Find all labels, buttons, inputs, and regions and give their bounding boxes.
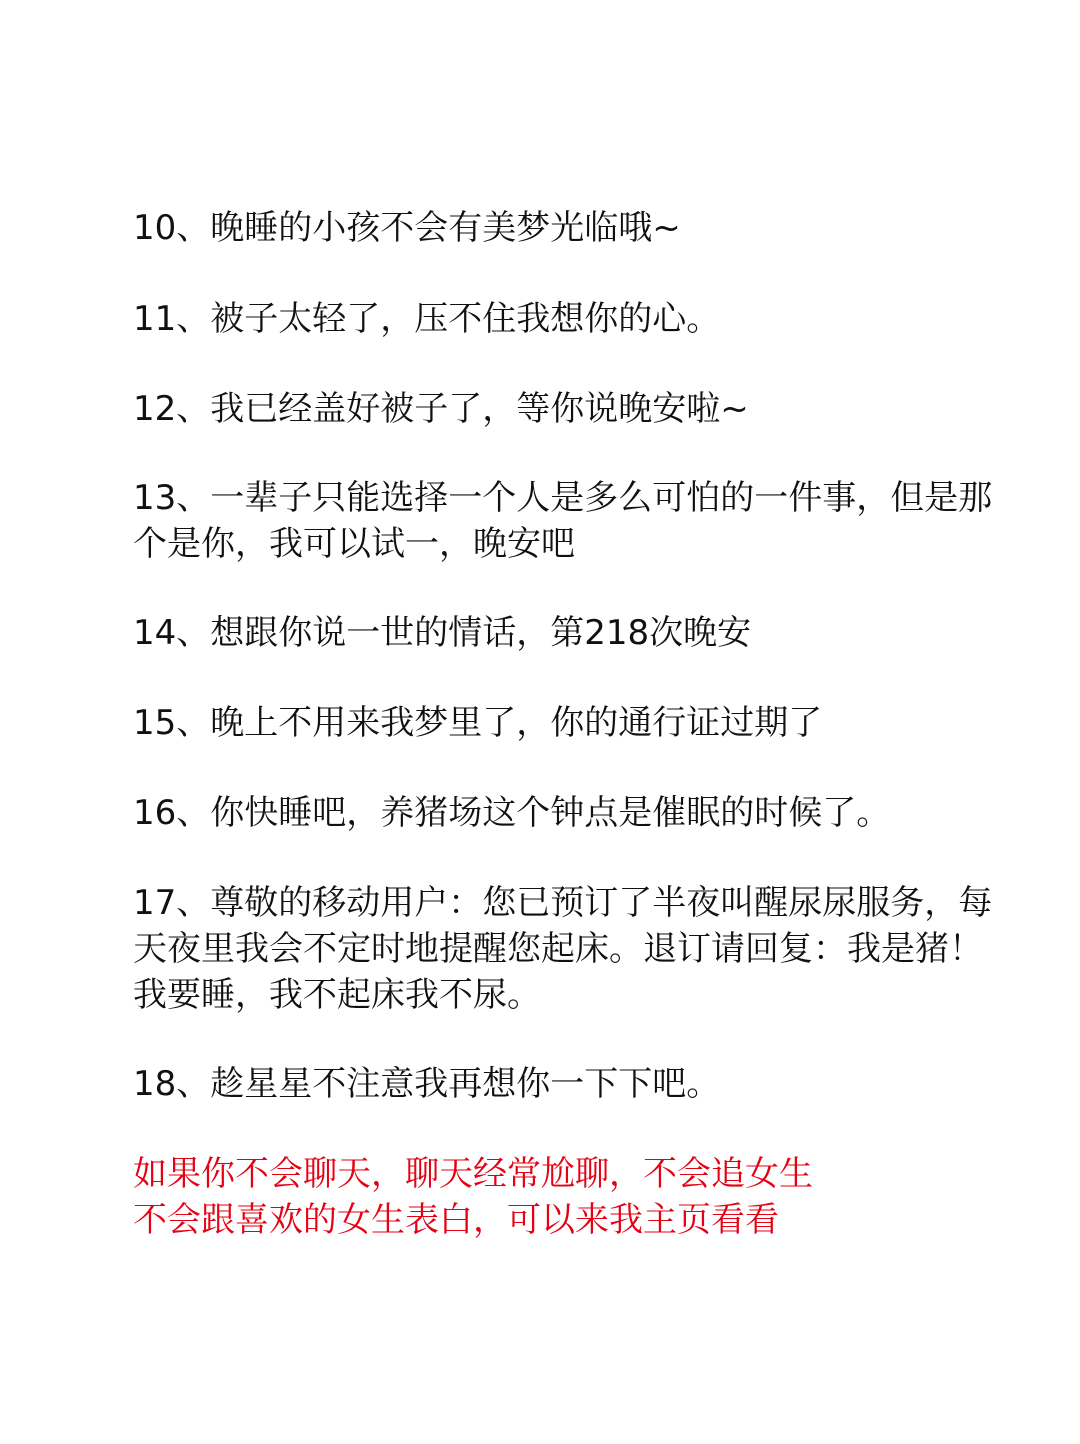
item-12: 12、我已经盖好被子了，等你说晚安啦~ — [133, 389, 749, 429]
item-14: 14、想跟你说一世的情话，第218次晚安 — [133, 613, 752, 653]
item-13-line-2: 个是你，我可以试一，晚安吧 — [133, 524, 575, 564]
promo-line-2: 不会跟喜欢的女生表白，可以来我主页看看 — [133, 1200, 779, 1240]
item-17-line-2: 天夜里我会不定时地提醒您起床。退订请回复：我是猪！ — [133, 929, 983, 969]
promo-line-1: 如果你不会聊天，聊天经常尬聊，不会追女生 — [133, 1154, 813, 1194]
item-13-line-1: 13、一辈子只能选择一个人是多么可怕的一件事，但是那 — [133, 478, 993, 518]
item-16: 16、你快睡吧，养猪场这个钟点是催眠的时候了。 — [133, 793, 891, 833]
item-18: 18、趁星星不注意我再想你一下下吧。 — [133, 1064, 721, 1104]
item-17-line-3: 我要睡，我不起床我不尿。 — [133, 975, 541, 1015]
item-15: 15、晚上不用来我梦里了，你的通行证过期了 — [133, 703, 823, 743]
item-17-line-1: 17、尊敬的移动用户：您已预订了半夜叫醒尿尿服务，每 — [133, 883, 993, 923]
item-10: 10、晚睡的小孩不会有美梦光临哦~ — [133, 208, 681, 248]
item-11: 11、被子太轻了，压不住我想你的心。 — [133, 299, 721, 339]
